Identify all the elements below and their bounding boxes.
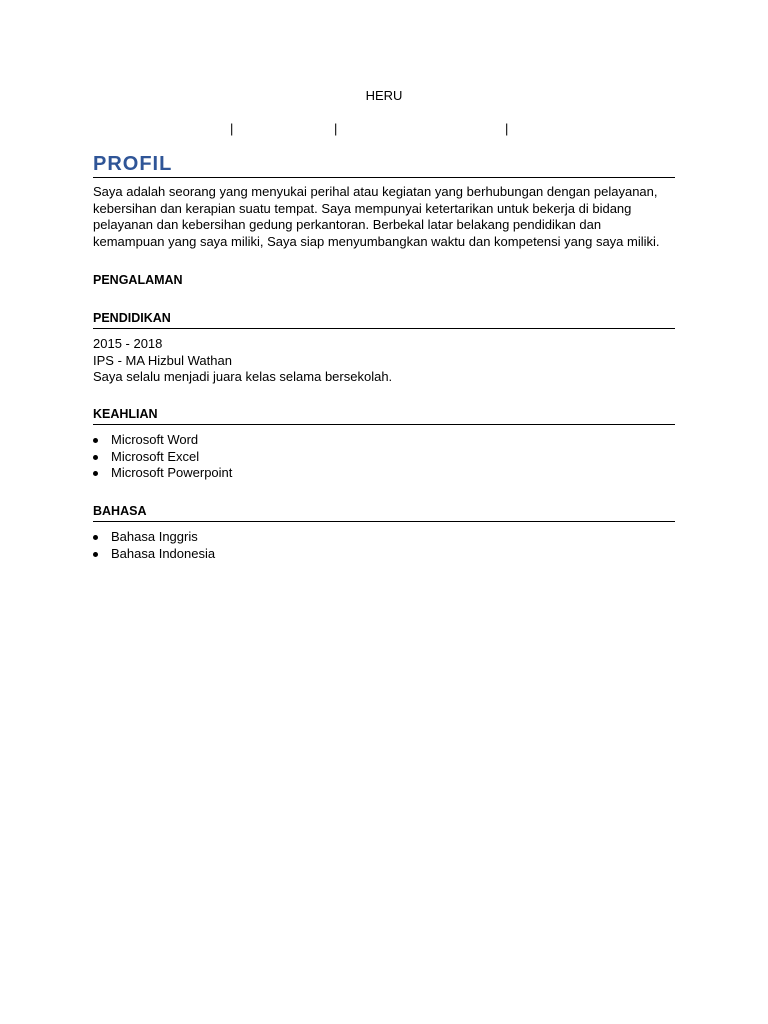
list-item [93,546,675,563]
education-details [93,336,675,386]
language-label: Bahasa Inggris [111,529,198,544]
list-item [93,529,675,546]
bullet-icon [93,438,98,443]
languages-heading: BAHASA [93,504,675,522]
bullet-icon [93,471,98,476]
bullet-icon [93,552,98,557]
experience-section [93,273,675,290]
skills-section [93,407,675,482]
education-years: 2015 - 2018 [93,336,163,351]
contact-separator: | [230,121,234,136]
bullet-icon [93,535,98,540]
contact-separator: | [334,121,338,136]
contact-line [93,121,675,137]
skills-list [93,432,675,482]
education-section [93,311,675,386]
education-school: IPS - MA Hizbul Wathan [93,352,232,368]
education-note: Saya selalu menjadi juara kelas selama bersekolah. [93,369,393,384]
skill-label: Microsoft Word [111,432,199,447]
contact-separator: | [505,121,509,136]
profile-heading: PROFIL [93,153,675,178]
education-heading: PENDIDIKAN [93,311,675,329]
skill-label: Microsoft Powerpoint [111,465,233,480]
languages-list [93,529,675,562]
profile-section [93,153,675,250]
bullet-icon [93,455,98,460]
list-item [93,465,675,482]
experience-heading: PENGALAMAN [93,273,183,287]
profile-text: Saya adalah seorang yang menyukai perihal atau kegiatan yang berhubungan dengan pelayanan, kebersihan dan kerapian suatu tempat. Saya mempunyai ketertarikan untuk bekerja di bidang pelayanan dan kebersihan gedung perkantoran. Berbekal latar belakang pendidikan dan kemampuan yang saya miliki, Saya siap menyumbangkan waktu dan kompetensi yang saya miliki. [93,184,660,249]
skill-label: Microsoft Excel [111,448,200,464]
candidate-name: HERU [365,88,403,103]
skills-heading: KEAHLIAN [93,407,675,425]
list-item [93,449,675,466]
language-label: Bahasa Indonesia [111,545,216,561]
languages-section [93,504,675,562]
list-item [93,432,675,449]
